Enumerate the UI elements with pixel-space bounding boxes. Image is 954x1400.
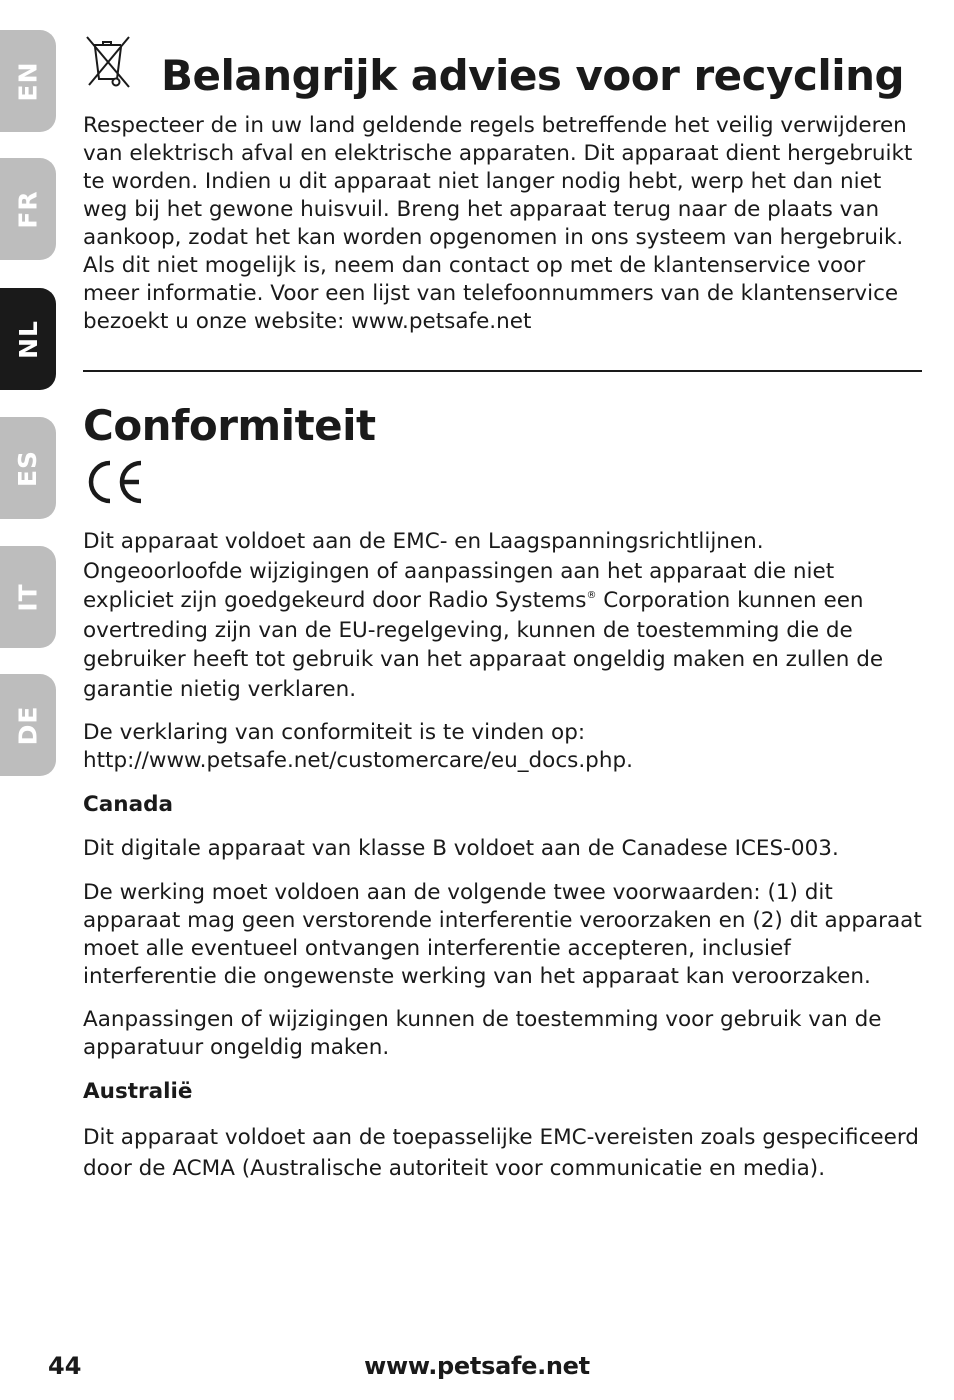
canada-paragraph-3: Aanpassingen of wijzigingen kunnen de toestemming voor gebruik van de apparatuur ongeldig maken. [83,1007,882,1060]
crossed-out-wheelie-bin-icon [83,33,135,91]
tab-it-label: IT [13,582,43,612]
tab-fr[interactable] [0,158,56,260]
tab-nl[interactable] [0,288,56,390]
declaration-text: De verklaring van conformiteit is te vinden op: http://www.petsafe.net/customercare/eu_docs.php. [83,720,633,773]
canada-paragraph-1: Dit digitale apparaat van klasse B voldoet aan de Canadese ICES-003. [83,836,839,861]
recycling-body: Respecteer de in uw land geldende regels betreffende het veilig verwijderen van elektrisch afval en elektrische apparaten. Dit apparaat dient hergebruikt te worden. Indien u dit apparaat niet langer nodig hebt, werp het dan niet weg bij het gewone huisvuil. Breng het apparaat terug naar de plaats van aankoop, zodat het kan worden opgenomen in ons systeem van hergebruik. Als dit niet mogelijk is, neem dan contact op met de klantenservice voor meer informatie. Voor een lijst van telefoonnummers van de klantenservice bezoekt u onze website: www.petsafe.net [83,113,913,334]
australia-heading: Australië [83,1079,193,1104]
conformity-title: Conformiteit [83,401,376,450]
registered-mark: ® [586,590,597,602]
ce-mark-icon [83,460,145,504]
tab-de[interactable] [0,674,56,776]
section-divider [83,370,922,372]
tab-de-label: DE [13,705,43,745]
tab-fr-label: FR [13,189,43,229]
tab-nl-label: NL [13,319,43,359]
footer-website[interactable]: www.petsafe.net [364,1352,590,1380]
canada-heading: Canada [83,792,173,817]
conformity-body-part2: Corporation kunnen een overtreding zijn van de EU-regelgeving, kunnen de toestemming die de gebruiker heeft tot gebruik van het apparaat ongeldig maken en zullen de garantie nietig verklaren. [83,588,884,702]
conformity-body-part1: Dit apparaat voldoet aan de EMC- en Laagspanningsrichtlijnen. Ongeoorloofde wijzigingen of aanpassingen aan het apparaat die niet expliciet zijn goedgekeurd door Radio Systems [83,529,835,614]
page-number: 44 [48,1352,82,1380]
tab-en-label: EN [13,60,43,102]
australia-paragraph: Dit apparaat voldoet aan de toepasselijke EMC-vereisten zoals gespecificeerd door de ACMA (Australische autoriteit voor communicatie en media). [83,1125,919,1181]
tab-en[interactable] [0,30,56,132]
tab-es[interactable] [0,417,56,519]
tab-it[interactable] [0,546,56,648]
recycling-title: Belangrijk advies voor recycling [161,51,905,100]
canada-paragraph-2: De werking moet voldoen aan de volgende twee voorwaarden: (1) dit apparaat mag geen verstorende interferentie veroorzaken en (2) dit apparaat moet alle eventueel ontvangen interferentie accepteren, inclusief interferentie die ongewenste werking van het apparaat kan veroorzaken. [83,880,922,989]
tab-es-label: ES [13,449,43,487]
language-tabs [0,0,56,1400]
conformity-body [83,527,923,705]
